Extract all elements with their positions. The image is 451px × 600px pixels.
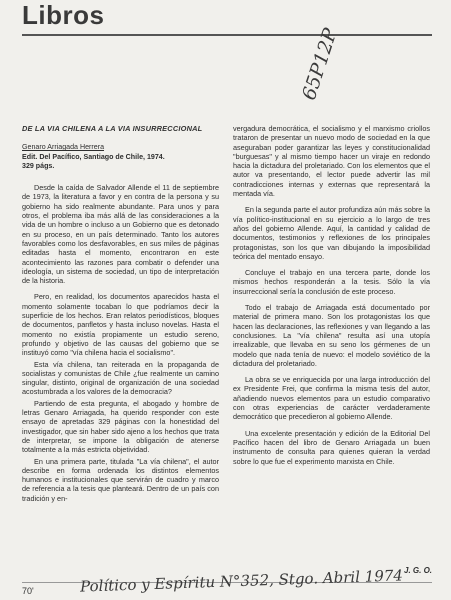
right-paragraph: La obra se ve enriquecida por una larga introducción del ex Presidente Frei, que confirma la misma tesis del autor, añadiendo nuevos elementos para un estudio comparativo con otras experiencias de carácter verdaderamente democrático que precedieron al gobierno Allende. bbox=[233, 375, 430, 422]
section-title: Libros bbox=[22, 0, 105, 30]
left-paragraph: Partiendo de esta pregunta, el abogado y hombre de letras Genaro Arriagada, ha querido responder con este ensayo de apretadas 329 páginas con la honestidad del investigador, que sin haber sido ajeno a los hechos que trata de interpretar, se impone la obligación de atenerse totalmente a la más estricta objetividad. bbox=[22, 398, 219, 455]
left-paragraph: Esta vía chilena, tan reiterada en la propaganda de socialistas y comunistas de Chile ¿fue realmente un camino singular, distinto, original de organización de una sociedad acostumbrada a los valores de la democracia? bbox=[22, 359, 219, 397]
article-pages: 329 págs. bbox=[22, 161, 55, 170]
right-paragraph: Concluye el trabajo en una tercera parte, donde los mismos hechos responderán a la tesis. Sólo la vía insurreccional sería la conclusión de este proceso. bbox=[233, 268, 430, 296]
reviewer-signature: J. G. O. bbox=[404, 566, 433, 575]
right-paragraph: vergadura democrática, el socialismo y el marxismo criollos trataron de presentar un nuevo modo de sociedad en la que aseguraban poder garantizar las leyes y constitucionalidad "burguesas" y al mismo tiempo hacer un viraje en redondo hacia la dictadura del proletariado. Con los elementos que el autor va presentando, el lector puede advertir las mil contradicciones internas y externas que representará la mentada vía. bbox=[233, 124, 430, 199]
handwritten-source-note: Político y Espíritu N°352, Stgo. Abril 1974 bbox=[79, 566, 404, 596]
right-paragraph: En la segunda parte el autor profundiza aún más sobre la vía político-institucional en su ejercicio a lo largo de tres años del gobierno Allende. Aquí, la cantidad y calidad de documentos, testimonios y reflexiones de los principales protagonistas, son los que van dibujando la imposibilidad teórica del mentado ensayo. bbox=[233, 205, 430, 261]
right-paragraph: Todo el trabajo de Arriagada está documentado por material de primera mano. Son los protagonistas los que hacen las declaraciones, las reflexiones y van llegando a las conclusiones. La "vía chilena" resulta así una utopía irrealizable, que llevaba en su seno los gérmenes de un modelo que nada tenía de nuevo: el modelo soviético de la dictadura del proletariado. bbox=[233, 303, 430, 368]
left-paragraph: En una primera parte, titulada "La vía chilena", el autor describe en forma ordenada los distintos elementos humanos e institucionales que servirán de cuadro y marco de referencia a la tesis que planteará. Dentro de un país con tradición y en- bbox=[22, 456, 219, 503]
article-author: Genaro Arriagada Herrera bbox=[22, 143, 105, 152]
right-paragraph: Una excelente presentación y edición de la Editorial Del Pacífico hacen del libro de Genaro Arriagada un buen instrumento de consulta para quienes quieran la verdad sobre lo que fue el experimento marxista en Chile. bbox=[233, 428, 430, 466]
handwritten-archive-code: 65P12P bbox=[298, 25, 342, 103]
page-number: 70' bbox=[22, 586, 34, 596]
right-column bbox=[233, 124, 433, 579]
header-rule bbox=[22, 34, 432, 36]
article-publisher: Edit. Del Pacífico, Santiago de Chile, 1974. bbox=[22, 152, 165, 161]
left-paragraph: Desde la caída de Salvador Allende el 11 de septiembre de 1973, la literatura a favor y en contra de la persona y su gobierno ha sido realmente abundante. Para unos y para otros, el problema iba más allá de las consideraciones a la vida de un hombre o incluso a un Gobierno que es detonado en su proceso, en un país determinado. Tanto los autores favorables como los desfavorables, en sus miles de páginas editadas hasta el momento, encontraron en este acontecimiento las razones para combatir o defender una ideología, un sistema de sociedad, un tipo de interpretación de la historia. bbox=[22, 183, 219, 286]
byline bbox=[22, 143, 219, 171]
left-column bbox=[22, 124, 219, 579]
article-title: DE LA VIA CHILENA A LA VIA INSURRECCIONAL bbox=[22, 124, 203, 133]
left-paragraph: Pero, en realidad, los documentos aparecidos hasta el momento solamente tocaban lo que podríamos decir la superficie de los hechos. Eran relatos periodísticos, bloques de documentos, panfletos y hasta incluso novelas. Hasta el momento no existía propiamente un estudio sereno, profundo y objetivo de las causas del gobierno que se instituyó como "vía chilena hacia el socialismo". bbox=[22, 292, 219, 358]
